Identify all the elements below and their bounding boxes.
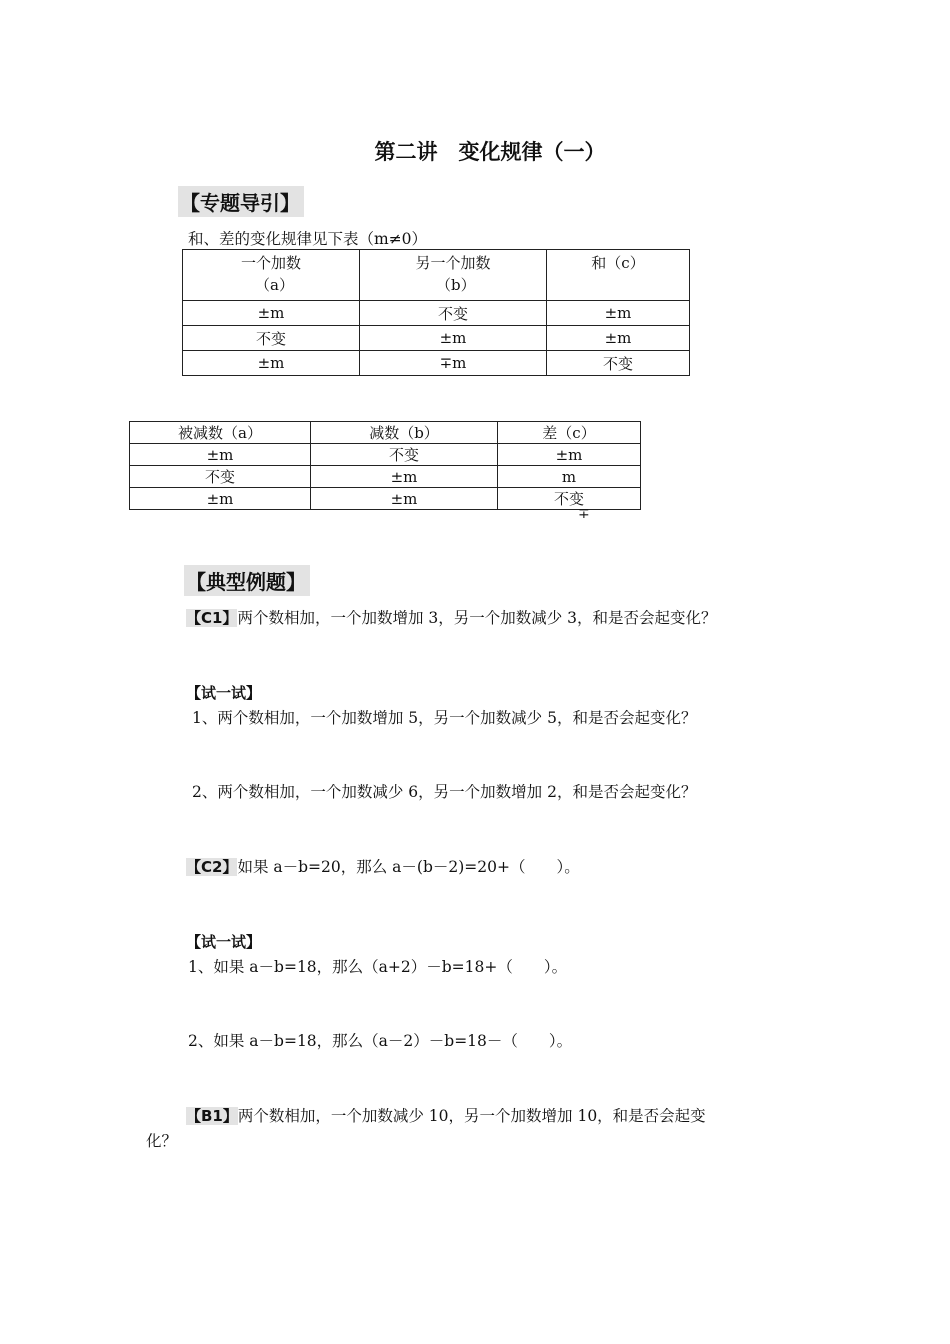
example-text-continued: 化？ xyxy=(146,1132,178,1150)
table-cell: ±m xyxy=(183,351,360,376)
difference-rule-table xyxy=(129,421,641,510)
header-cell: 差（c） xyxy=(498,422,641,444)
example-text: 两个数相加，一个加数减少 10，另一个加数增加 10，和是否会起变 xyxy=(237,1107,706,1125)
table-row xyxy=(130,466,641,488)
table-header-row xyxy=(183,250,690,301)
table-cell: 不变 xyxy=(130,466,311,488)
header-line: 一个加数 xyxy=(240,254,301,272)
table-cell: ±m xyxy=(130,488,311,510)
sum-rule-table xyxy=(182,249,690,376)
table-header-row xyxy=(130,422,641,444)
example-tag: 【B1】 xyxy=(186,1107,238,1125)
header-line: 另一个加数 xyxy=(415,254,491,272)
example-text: 两个数相加，一个加数增加 3，另一个加数减少 3，和是否会起变化？ xyxy=(237,609,717,627)
table-cell: ±m xyxy=(547,301,690,326)
section-intro-heading: 【专题导引】 xyxy=(178,186,304,217)
table-cell: ±m xyxy=(547,326,690,351)
try-label: 【试一试】 xyxy=(186,933,262,951)
table-cell: 不变 xyxy=(360,301,547,326)
table-cell: 不变 xyxy=(183,326,360,351)
example-c2 xyxy=(186,855,580,877)
exercise-item: 2、如果 a－b=18，那么（a－2）－b=18－（ ）。 xyxy=(188,1032,573,1050)
table-cell: ±m xyxy=(311,488,498,510)
table-cell: 不变 xyxy=(311,444,498,466)
exercise-item: 1、两个数相加，一个加数增加 5，另一个加数减少 5，和是否会起变化？ xyxy=(192,709,697,727)
try-label: 【试一试】 xyxy=(186,684,262,702)
header-line: （b） xyxy=(436,276,476,294)
table-row xyxy=(130,488,641,510)
table-row xyxy=(130,444,641,466)
header-line: （a） xyxy=(255,276,294,294)
header-line: 和（c） xyxy=(591,254,645,272)
table-cell: 不变 xyxy=(498,488,641,510)
example-tag: 【C1】 xyxy=(186,609,238,627)
table-cell: 不变 xyxy=(547,351,690,376)
example-tag: 【C2】 xyxy=(186,858,238,876)
header-cell: 被减数（a） xyxy=(130,422,311,444)
header-cell xyxy=(183,250,360,301)
table-row xyxy=(183,351,690,376)
header-cell: 减数（b） xyxy=(311,422,498,444)
table-cell: ±m xyxy=(311,466,498,488)
table-overflow-symbol: ∓ xyxy=(578,506,590,522)
example-b1 xyxy=(186,1104,706,1126)
table-cell: ±m xyxy=(360,326,547,351)
intro-text: 和、差的变化规律见下表（m≠0） xyxy=(188,230,428,248)
exercise-item: 2、两个数相加，一个加数减少 6，另一个加数增加 2，和是否会起变化？ xyxy=(192,783,697,801)
header-cell xyxy=(360,250,547,301)
table-row xyxy=(183,326,690,351)
table-cell: ±m xyxy=(183,301,360,326)
example-text: 如果 a－b=20，那么 a－(b－2)=20+（ ）。 xyxy=(237,858,580,876)
table-row xyxy=(183,301,690,326)
table-cell: m xyxy=(498,466,641,488)
page-title: 第二讲 变化规律（一） xyxy=(374,140,606,164)
table-cell: ±m xyxy=(498,444,641,466)
table-cell: ∓m xyxy=(360,351,547,376)
exercise-item: 1、如果 a－b=18，那么（a+2）－b=18+（ ）。 xyxy=(188,958,568,976)
example-c1 xyxy=(186,606,717,628)
header-cell xyxy=(547,250,690,301)
section-examples-heading: 【典型例题】 xyxy=(184,565,310,596)
table-cell: ±m xyxy=(130,444,311,466)
